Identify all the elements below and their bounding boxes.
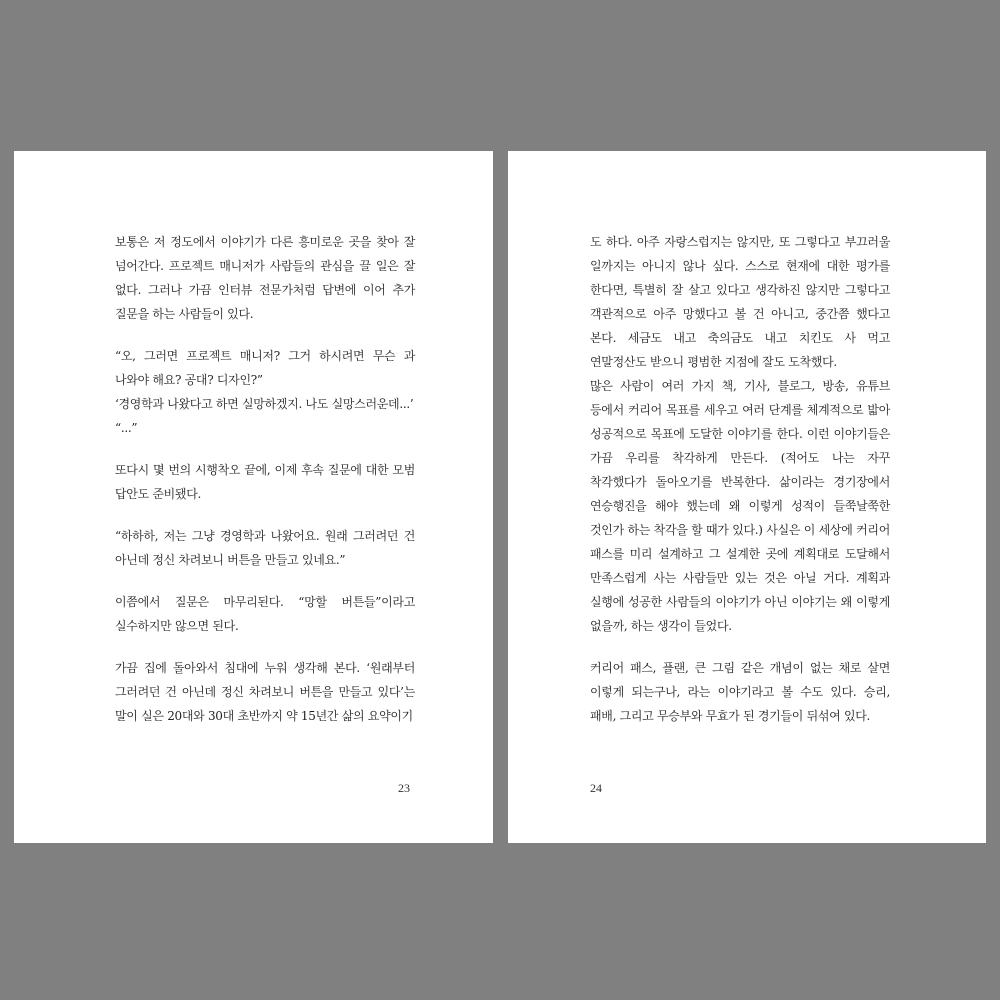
page-number: 24 bbox=[590, 781, 602, 795]
paragraph: 도 하다. 아주 자랑스럽지는 않지만, 또 그렇다고 부끄러울 일까지는 아니지 않나 싶다. 스스로 현재에 대한 평가를 한다면, 특별히 잘 살고 있다고 생각하진 않지만 그렇다고 객관적으로 아주 망했다고 볼 건 아니고, 중간쯤 했다고 본다. 세금도 내고 축의금도 내고 치킨도 사 먹고 연말정산도 받으니 평범한 지점에 잘도 도착했다. bbox=[590, 235, 890, 369]
paragraph: ‘경영학과 나왔다고 하면 실망하겠지. 나도 실망스러운데...’ bbox=[115, 397, 414, 411]
right-page-body bbox=[590, 230, 890, 728]
paragraph: 또다시 몇 번의 시행착오 끝에, 이제 후속 질문에 대한 모범 답안도 준비됐다. bbox=[115, 463, 415, 501]
paragraph: 많은 사람이 여러 가지 책, 기사, 블로그, 방송, 유튜브 등에서 커리어 목표를 세우고 여러 단계를 체계적으로 밟아 성공적으로 목표에 도달한 이야기를 한다. 이런 이야기들은 가끔 우리를 착각하게 만든다. (적어도 나는 자꾸 착각했다가 돌아오기를 반복한다. 삶이라는 경기장에서 연승행진을 해야 했는데 왜 이렇게 성적이 들쭉날쭉한 것인가 하는 착각을 할 때가 있다.) 사실은 이 세상에 커리어 패스를 미리 설계하고 그 설계한 곳에 계획대로 도달해서 만족스럽게 사는 사람들만 있는 것은 아닐 거다. 계획과 실행에 성공한 사람들의 이야기가 아닌 이야기는 왜 이렇게 없을까, 하는 생각이 들었다. bbox=[590, 379, 890, 633]
paragraph: 보통은 저 정도에서 이야기가 다른 흥미로운 곳을 찾아 잘 넘어간다. 프로젝트 매니저가 사람들의 관심을 끌 일은 잘 없다. 그러나 가끔 인터뷰 전문가처럼 답변에 이어 추가 질문을 하는 사람들이 있다. bbox=[115, 235, 415, 321]
paragraph: “하하하, 저는 그냥 경영학과 나왔어요. 원래 그러려던 건 아닌데 정신 차려보니 버튼을 만들고 있네요.” bbox=[115, 529, 415, 567]
paragraph: 가끔 집에 돌아와서 침대에 누워 생각해 본다. ‘원래부터 그러려던 건 아닌데 정신 차려보니 버튼을 만들고 있다’는 말이 실은 20대와 30대 초반까지 약 15년간 삶의 요약이기 bbox=[115, 661, 415, 723]
left-page-body bbox=[115, 230, 415, 728]
right-page bbox=[508, 151, 986, 843]
left-page bbox=[14, 151, 493, 843]
paragraph: “...” bbox=[115, 421, 138, 435]
paragraph: 이쯤에서 질문은 마무리된다. “망할 버튼들”이라고 실수하지만 않으면 된다. bbox=[115, 595, 415, 633]
paragraph: “오, 그러면 프로젝트 매니저? 그거 하시려면 무슨 과 나와야 해요? 공대? 디자인?” bbox=[115, 349, 415, 387]
paragraph: 커리어 패스, 플랜, 큰 그림 같은 개념이 없는 채로 살면 이렇게 되는구나, 라는 이야기라고 볼 수도 있다. 승리, 패배, 그리고 무승부와 무효가 된 경기들이 뒤섞여 있다. bbox=[590, 661, 890, 723]
page-number: 23 bbox=[398, 781, 410, 795]
